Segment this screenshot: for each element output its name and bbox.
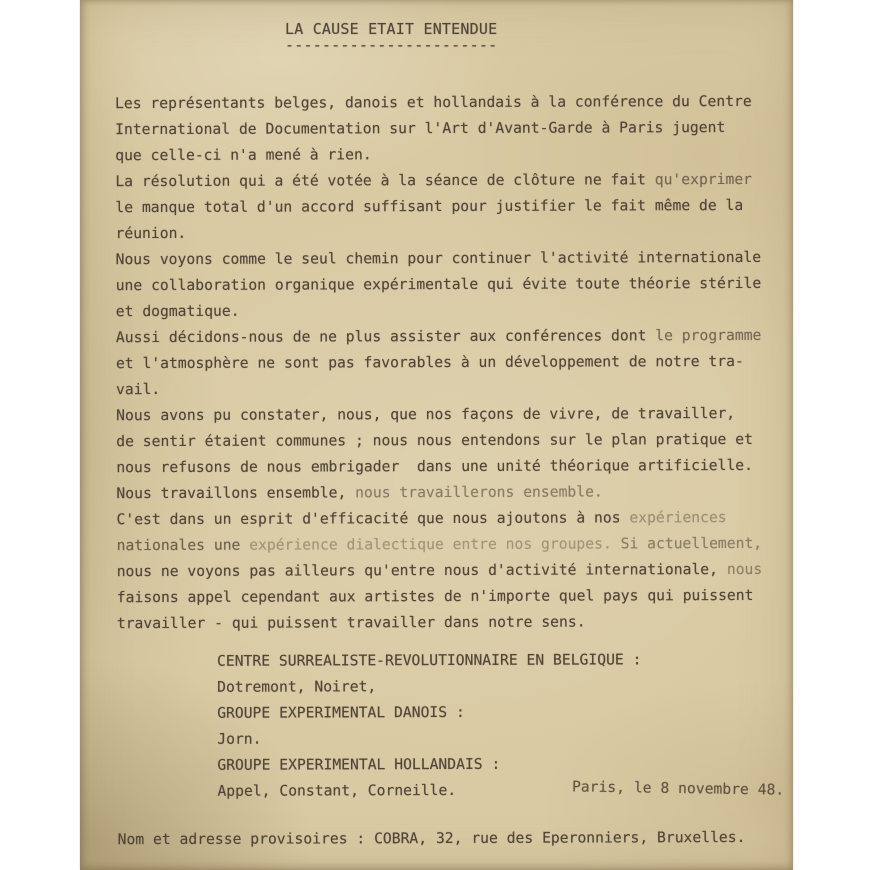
signature-line bbox=[117, 647, 777, 675]
text-segment: de sentir étaient communes ; nous nous entendons sur le plan pratique et bbox=[116, 430, 753, 451]
text-segment: expériences bbox=[629, 509, 727, 527]
signature-line bbox=[117, 699, 777, 727]
text-line bbox=[116, 323, 776, 351]
signature-line bbox=[117, 725, 777, 753]
text-segment: Jorn. bbox=[217, 730, 262, 748]
signature-line bbox=[117, 751, 777, 779]
text-segment: nous refusons de nous embrigader dans une unité théorique artificielle. bbox=[116, 456, 754, 477]
text-segment: Nous voyons comme le seul chemin pour continuer l'activité internationale bbox=[115, 248, 762, 269]
text-segment: Dotremont, Noiret, bbox=[217, 678, 377, 696]
text-line bbox=[117, 557, 777, 585]
text-line bbox=[116, 505, 776, 533]
text-line bbox=[117, 531, 777, 559]
text-segment: et dogmatique. bbox=[115, 302, 240, 321]
document-page bbox=[80, 0, 793, 870]
text-segment: La résolution qui a été votée à la séance de clôture ne fait bbox=[115, 171, 655, 191]
text-segment: International de Documentation sur l'Art d'Avant-Garde à Paris jugent bbox=[115, 119, 726, 139]
text-segment: nationales une bbox=[116, 536, 250, 555]
text-segment: faisons appel cependant aux artistes de n'importe quel pays qui puissent bbox=[116, 586, 754, 607]
text-line bbox=[115, 89, 775, 117]
text-segment: que celle-ci n'a mené à rien. bbox=[115, 146, 372, 165]
text-segment: expérience dialectique entre nos groupes. bbox=[249, 535, 612, 554]
text-segment: Aussi décidons-nous de ne plus assister aux conférences dont bbox=[115, 327, 656, 347]
title-underline: ----------------------- bbox=[285, 36, 498, 54]
text-line bbox=[118, 825, 778, 853]
text-line bbox=[116, 297, 776, 325]
text-line bbox=[115, 141, 775, 169]
text-segment: C'est dans un esprit d'efficacité que nous ajoutons à nos bbox=[116, 509, 630, 529]
text-segment: GROUPE EXPERIMENTAL DANOIS : bbox=[217, 703, 465, 722]
text-segment: nous bbox=[717, 560, 763, 579]
text-segment: nous travaillerons ensemble. bbox=[355, 483, 603, 502]
text-line bbox=[115, 115, 775, 143]
text-line bbox=[116, 349, 776, 377]
text-segment: Nom et adresse provisoires : COBRA, 32, rue des Eperonniers, Bruxelles. bbox=[117, 828, 746, 849]
text-segment: Nous avons pu constater, nous, que nos façons de vivre, de travailler, bbox=[116, 404, 736, 425]
text-segment: nous ne voyons pas ailleurs qu'entre nous d'activité internationale, bbox=[116, 561, 719, 581]
text-segment: Appel, Constant, Corneille. bbox=[217, 781, 457, 800]
text-segment: qu'exprimer bbox=[654, 170, 753, 189]
text-line bbox=[115, 167, 775, 195]
text-segment: le programme bbox=[655, 326, 762, 345]
text-line bbox=[116, 427, 776, 455]
text-line bbox=[116, 453, 776, 481]
text-segment: le manque total d'un accord suffisant pour justifier le fait même de la bbox=[115, 196, 744, 217]
text-line bbox=[116, 245, 776, 273]
text-line bbox=[116, 479, 776, 507]
text-line bbox=[115, 219, 775, 247]
text-segment: GROUPE EXPERIMENTAL HOLLANDAIS : bbox=[217, 755, 501, 774]
text-line bbox=[116, 401, 776, 429]
signature-line bbox=[117, 673, 777, 701]
text-line bbox=[116, 375, 776, 403]
text-segment: travailler - qui puissent travailler dans notre sens. bbox=[116, 613, 586, 633]
text-segment: Nous travaillons ensemble, bbox=[116, 484, 356, 503]
text-segment: une collaboration organique expérimentale qui évite toute théorie stérile bbox=[115, 274, 762, 295]
text-line bbox=[116, 271, 776, 299]
date-line: Paris, le 8 novembre 48. bbox=[571, 778, 785, 799]
text-segment: Les représentants belges, danois et hollandais à la conférence du Centre bbox=[115, 92, 752, 113]
document-body bbox=[115, 89, 778, 853]
text-segment: réunion. bbox=[115, 224, 187, 243]
text-segment: et l'atmosphère ne sont pas favorables à un développement de notre tra- bbox=[115, 352, 744, 373]
text-line bbox=[117, 609, 777, 637]
text-line bbox=[117, 583, 777, 611]
text-segment: CENTRE SURREALISTE-REVOLUTIONNAIRE EN BELGIQUE : bbox=[216, 651, 642, 670]
document-title: LA CAUSE ETAIT ENTENDUE bbox=[285, 20, 498, 38]
text-segment: vail. bbox=[116, 380, 161, 399]
text-line bbox=[115, 193, 775, 221]
text-segment: Si actuellement, bbox=[611, 534, 763, 553]
